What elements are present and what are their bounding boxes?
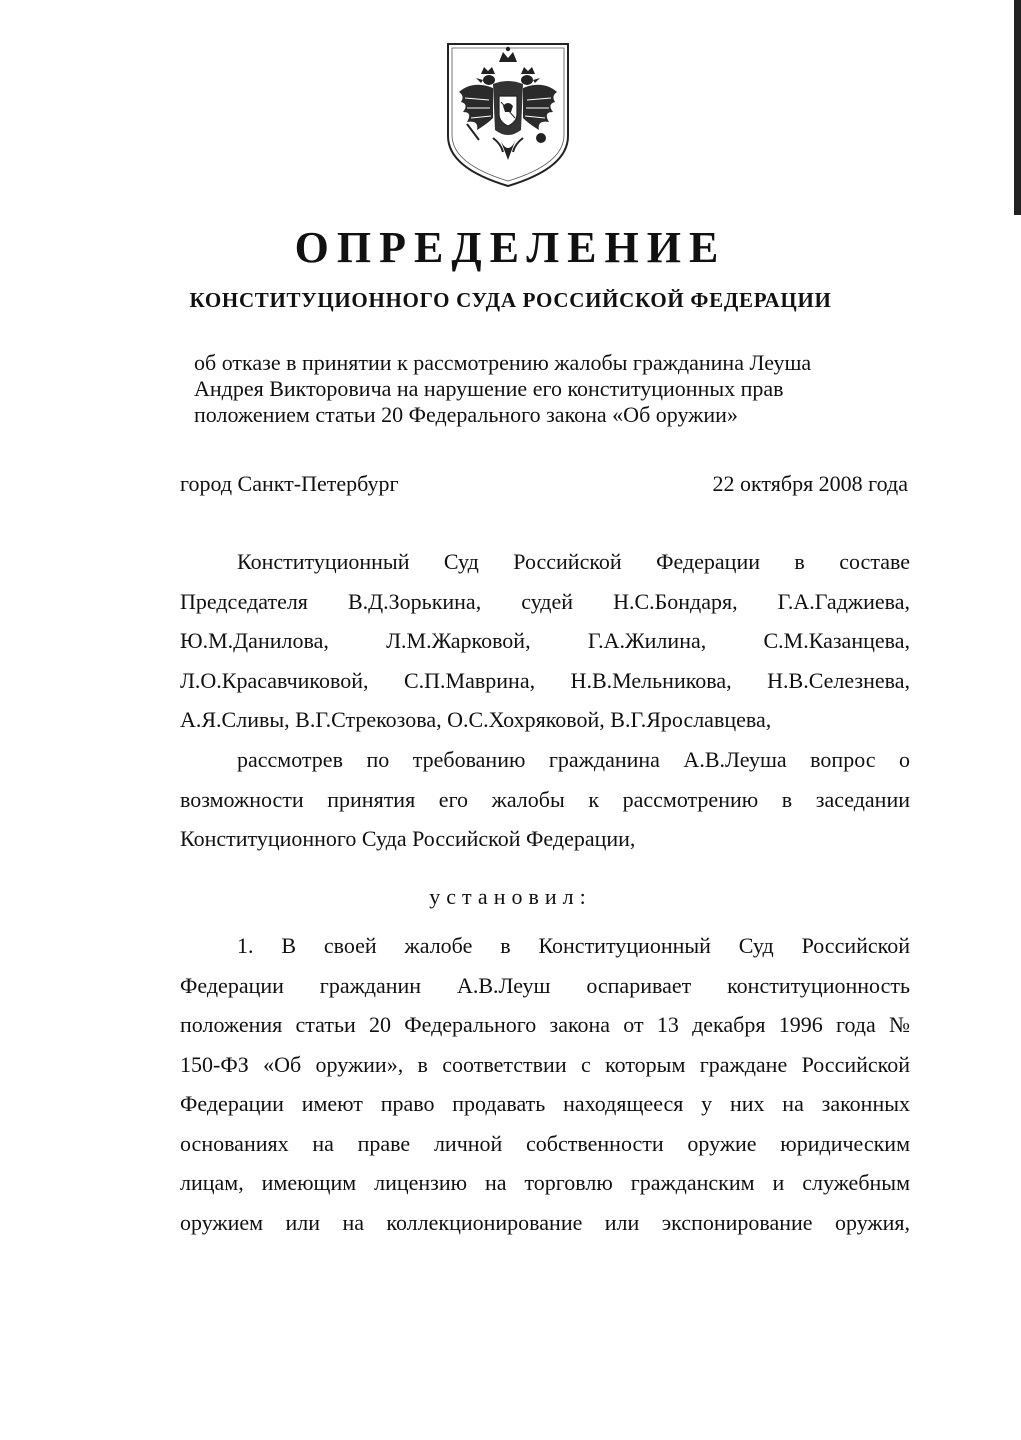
case-subject — [194, 350, 811, 428]
paragraph-line: А.Я.Сливы, В.Г.Стрекозова, О.С.Хохряковой, В.Г.Ярославцева, — [180, 707, 772, 732]
paragraph-line: лицам, имеющим лицензию на торговлю гражданским и служебным — [180, 1170, 910, 1195]
considering-paragraph — [180, 740, 910, 859]
paragraph-line: Л.О.Красавчиковой, С.П.Маврина, Н.В.Мельникова, Н.В.Селезнева, — [180, 667, 910, 693]
paragraph-line: Конституционного Суда Российской Федерации, — [180, 826, 636, 851]
established-heading: установил: — [429, 884, 592, 909]
paragraph-line: Федерации гражданин А.В.Леуш оспаривает конституционность — [180, 972, 910, 998]
case-subject-line: положением статьи 20 Федерального закона «Об оружии» — [194, 402, 738, 427]
section-1-paragraph — [180, 926, 910, 1242]
city: город Санкт-Петербург — [180, 471, 399, 496]
paragraph-line: рассмотрев по требованию гражданина А.В.Леуша вопрос о — [237, 747, 910, 772]
paragraph-line: Конституционный Суд Российской Федерации в составе — [237, 549, 910, 574]
paragraph-line: 150-ФЗ «Об оружии», в соответствии с которым граждане Российской — [180, 1051, 910, 1077]
paragraph-line: положения статьи 20 Федерального закона от 13 декабря 1996 года № — [180, 1012, 910, 1037]
case-subject-line: Андрея Викторовича на нарушение его конституционных прав — [194, 376, 784, 401]
paragraph-line: 1. В своей жалобе в Конституционный Суд Российской — [237, 933, 910, 958]
paragraph-line: основаниях на праве личной собственности оружие юридическим — [180, 1130, 910, 1156]
coat-of-arms-emblem — [443, 40, 573, 190]
paragraph-line: Председателя В.Д.Зорькина, судей Н.С.Бондаря, Г.А.Гаджиева, — [180, 588, 910, 614]
case-subject-line: об отказе в принятии к рассмотрению жалобы гражданина Леуша — [194, 350, 812, 375]
document-title: ОПРЕДЕЛЕНИЕ — [294, 223, 727, 272]
court-name: КОНСТИТУЦИОННОГО СУДА РОССИЙСКОЙ ФЕДЕРАЦИИ — [189, 288, 832, 312]
paragraph-line: Федерации имеют право продавать находящееся у них на законных — [180, 1091, 910, 1116]
paragraph-line: оружием или на коллекционирование или экспонирование оружия, — [180, 1209, 910, 1235]
decision-date: 22 октября 2008 года — [712, 471, 908, 496]
court-composition-paragraph — [180, 542, 910, 740]
scan-edge-mark — [1014, 0, 1021, 215]
paragraph-line: возможности принятия его жалобы к рассмотрению в заседании — [180, 786, 910, 812]
paragraph-line: Ю.М.Данилова, Л.М.Жарковой, Г.А.Жилина, С.М.Казанцева, — [180, 628, 910, 653]
